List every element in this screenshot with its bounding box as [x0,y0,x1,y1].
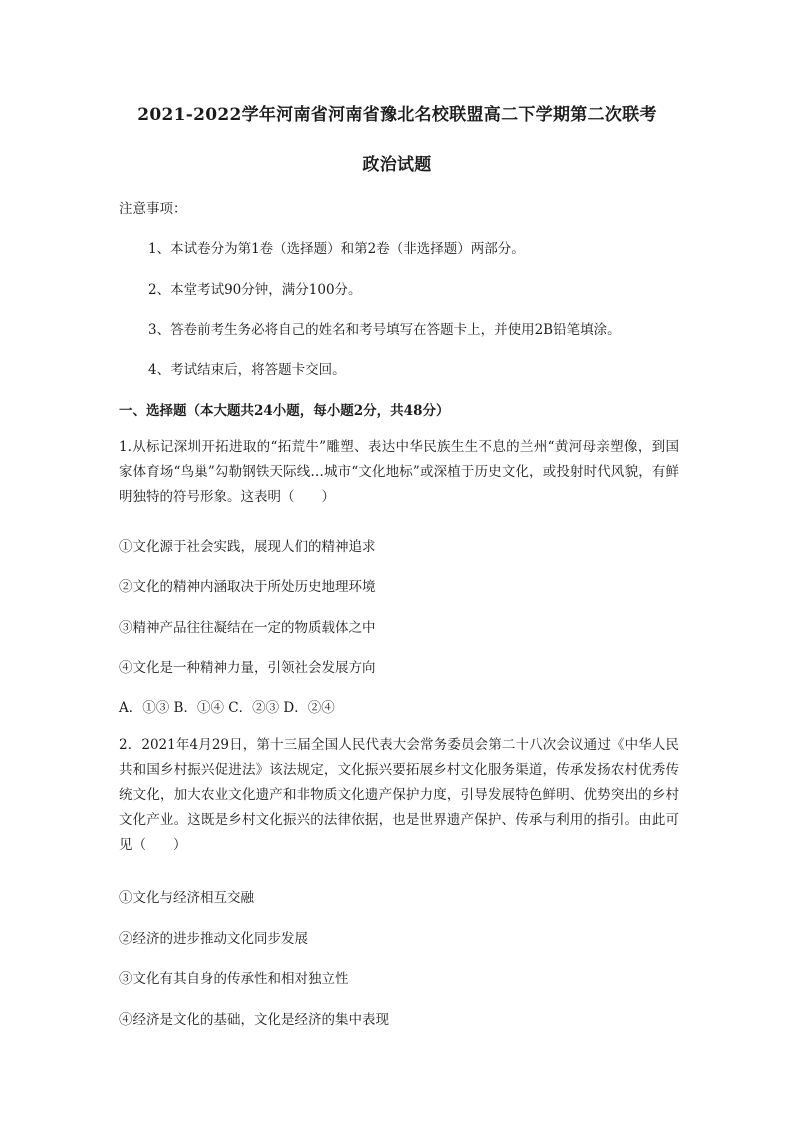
question-2-option-4: ④经济是文化的基础，文化是经济的集中表现 [119,1012,389,1028]
notice-item-2: 2、本堂考试90分钟，满分100分。 [148,282,362,298]
notice-item-3: 3、答卷前考生务必将自己的姓名和考号填写在答题卡上，并使用2B铅笔填涂。 [148,322,621,338]
question-2-option-3: ③文化有其自身的传承性和相对独立性 [119,971,349,987]
question-2-option-1: ①文化与经济相互交融 [119,890,254,906]
question-1-option-4: ④文化是一种精神力量，引领社会发展方向 [119,660,376,676]
section-heading: 一、选择题（本大题共24小题，每小题2分，共48分） [119,403,450,419]
question-1-option-2: ②文化的精神内涵取决于所处历史地理环境 [119,579,376,595]
notice-heading: 注意事项： [119,201,187,217]
question-2-option-2: ②经济的进步推动文化同步发展 [119,931,308,947]
exam-subject: 政治试题 [362,155,432,175]
question-1-answers: A．①③ B．①④ C．②③ D．②④ [119,700,335,716]
question-1-option-1: ①文化源于社会实践，展现人们的精神追求 [119,539,376,555]
notice-item-1: 1、本试卷分为第1卷（选择题）和第2卷（非选择题）两部分。 [148,241,525,257]
notice-item-4: 4、考试结束后，将答题卡交回。 [148,362,346,378]
question-1-stem: 1.从标记深圳开拓进取的“拓荒牛”雕塑、表达中华民族生生不息的兰州“黄河母亲塑像，到国家体育场“鸟巢”勾勒钢铁天际线…城市“文化地标”或深植于历史文化，或投射时代风貌，有鲜明独特的符号形象。这表明（ ） [119,439,679,505]
question-2-stem: 2．2021年4月29日，第十三届全国人民代表大会常务委员会第二十八次会议通过《中华人民共和国乡村振兴促进法》该法规定，文化振兴要拓展乡村文化服务渠道，传承发扬农村优秀传统文化，加大农业文化遗产和非物质文化遗产保护力度，引导发展特色鲜明、优势突出的乡村文化产业。这既是乡村文化振兴的法律依据，也是世界遗产保护、传承与利用的指引。由此可见（ ） [119,737,679,853]
question-1-option-3: ③精神产品往往凝结在一定的物质载体之中 [119,620,376,636]
exam-title: 2021-2022学年河南省河南省豫北名校联盟高二下学期第二次联考 [137,105,657,125]
